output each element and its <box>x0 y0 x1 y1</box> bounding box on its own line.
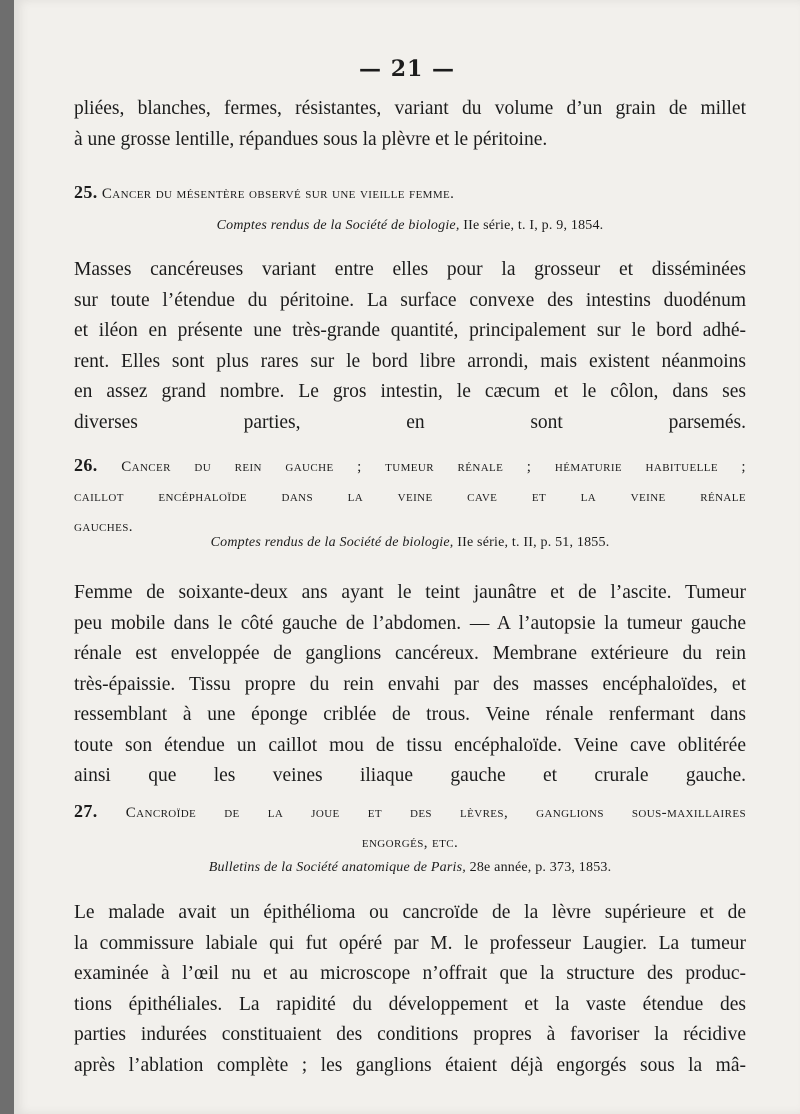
intro-line: à une grosse lentille, répandues sous la plèvre et le péritoine. <box>74 128 548 150</box>
body-line: tions épithéliales. La rapidité du développement et la vaste étendue des <box>74 993 746 1015</box>
document-page <box>14 0 800 1114</box>
section-number: 26. <box>74 455 98 475</box>
section-25-body <box>74 255 746 438</box>
reference-details: 28e année, p. 373, 1853. <box>469 860 612 875</box>
body-line: Masses cancéreuses variant entre elles pour la grosseur et disséminées <box>74 259 746 280</box>
reference-source: Comptes rendus de la Société de biologie, <box>210 535 454 550</box>
body-line: après l’ablation complète ; les ganglions étaient déjà engorgés sous la mâ- <box>74 1054 746 1076</box>
body-line: Le malade avait un épithélioma ou cancroïde de la lèvre supérieure et de <box>74 902 746 923</box>
body-line: très-épaissie. Tissu propre du rein envahi par des masses encéphaloïdes, et <box>74 673 746 695</box>
body-line: en assez grand nombre. Le gros intestin, le cæcum et le côlon, dans ses <box>74 381 746 402</box>
section-title-line <box>74 796 746 828</box>
section-number: 25. <box>74 182 98 202</box>
intro-paragraph <box>74 94 746 155</box>
body-line: Femme de soixante-deux ans ayant le teint jaunâtre et de l’ascite. Tumeur <box>74 582 746 603</box>
section-25-heading <box>74 177 746 209</box>
section-25-reference <box>74 218 746 234</box>
body-line: ressemblant à une éponge criblée de trous. Veine rénale renfermant dans <box>74 704 746 725</box>
section-title-line: engorgés, etc. <box>361 835 459 851</box>
section-27-body <box>74 898 746 1081</box>
body-line: ainsi que les veines iliaque gauche et crurale gauche. <box>74 765 746 786</box>
body-line: diverses parties, en sont parsemés. <box>74 411 746 433</box>
page-number: — 21 — <box>359 56 455 82</box>
section-27-heading <box>74 796 746 858</box>
section-number: 27. <box>74 801 98 821</box>
section-26-reference <box>74 535 746 551</box>
section-title: Cancer du rein gauche ; tumeur rénale ; hématurie habituelle ; <box>121 459 747 475</box>
section-title: Cancer du mésentère observé sur une vieille femme. <box>101 186 455 202</box>
body-line: toute son étendue un caillot mou de tissu encéphaloïde. Veine cave oblitérée <box>74 734 746 756</box>
reference-source: Comptes rendus de la Société de biologie, <box>216 218 460 233</box>
section-27-reference <box>74 860 746 876</box>
body-line: la commissure labiale qui fut opéré par M. le professeur Laugier. La tumeur <box>74 932 746 954</box>
section-26-body <box>74 578 746 792</box>
section-title: Cancroïde de la joue et des lèvres, ganglions sous-maxillaires <box>125 805 746 821</box>
section-title-line <box>74 450 746 482</box>
body-line: examinée à l’œil nu et au microscope n’offrait que la structure des produc- <box>74 963 746 984</box>
section-title-line: caillot encéphaloïde dans la veine cave et la veine rénale <box>74 489 746 505</box>
body-line: et iléon en présente une très-grande quantité, principalement sur le bord adhé- <box>74 320 746 341</box>
intro-line: pliées, blanches, fermes, résistantes, variant du volume d’un grain de millet <box>74 98 746 119</box>
body-line: rent. Elles sont plus rares sur le bord libre arrondi, mais existent néanmoins <box>74 350 746 372</box>
body-line: rénale est enveloppée de ganglions cancéreux. Membrane extérieure du rein <box>74 643 746 664</box>
reference-source: Bulletins de la Société anatomique de Paris, <box>208 860 466 875</box>
section-title-line: gauches. <box>74 519 133 535</box>
section-26-heading <box>74 450 746 542</box>
body-line: peu mobile dans le côté gauche de l’abdomen. — A l’autopsie la tumeur gauche <box>74 612 746 634</box>
reference-details: IIe série, t. II, p. 51, 1855. <box>457 535 610 550</box>
body-line: sur toute l’étendue du péritoine. La surface convexe des intestins duodénum <box>74 289 746 311</box>
reference-details: IIe série, t. I, p. 9, 1854. <box>463 218 604 233</box>
body-line: parties indurées constituaient des conditions propres à favoriser la récidive <box>74 1024 746 1045</box>
